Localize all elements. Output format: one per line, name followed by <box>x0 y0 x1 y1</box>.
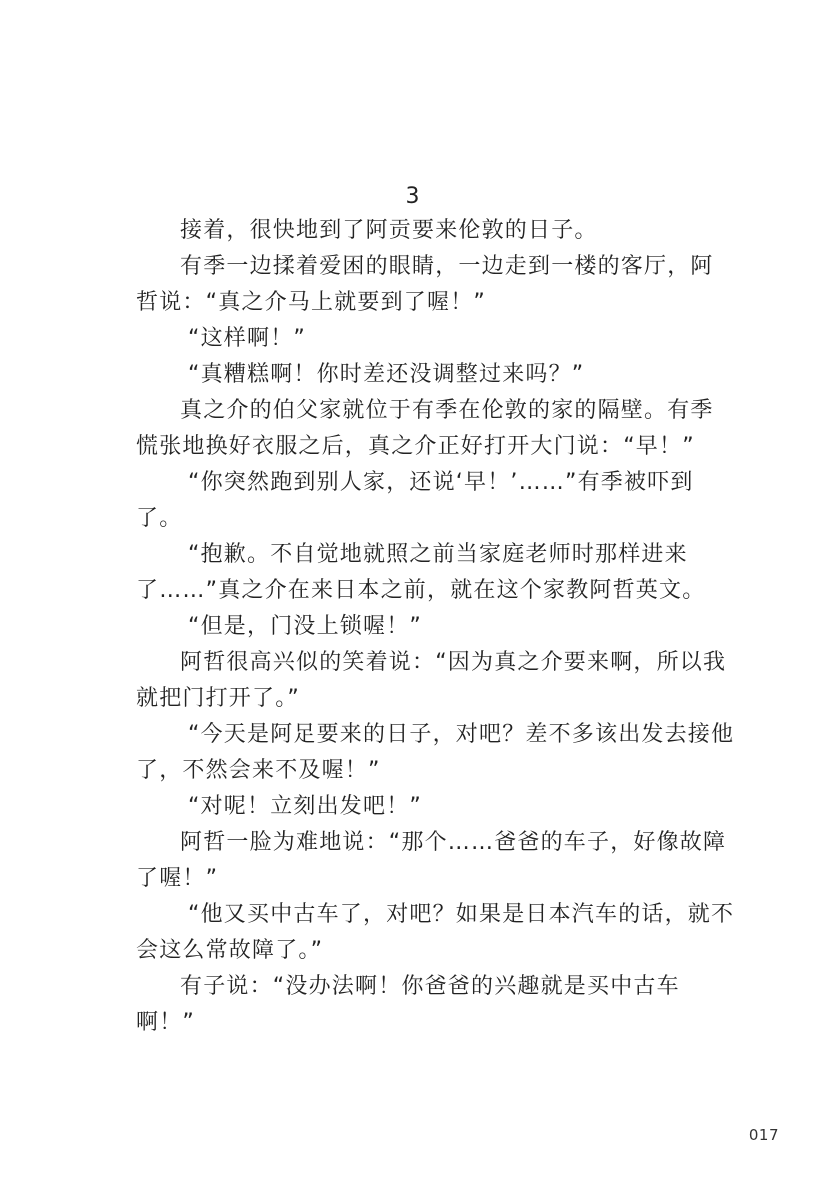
text-line: 有季一边揉着爱困的眼睛，一边走到一楼的客厅，阿 <box>180 254 714 279</box>
text-line: “他又买中古车了，对吧？如果是日本汽车的话，就不 <box>188 902 735 927</box>
text-line: 有子说：“没办法啊！你爸爸的兴趣就是买中古车 <box>180 974 680 999</box>
body-text <box>136 213 735 1041</box>
text-line: 真之介的伯父家就位于有季在伦敦的家的隔壁。有季 <box>180 398 714 423</box>
text-line: “今天是阿足要来的日子，对吧？差不多该出发去接他 <box>188 722 735 747</box>
text-line: “这样啊！” <box>188 326 306 351</box>
text-line: 了。 <box>136 506 183 531</box>
text-line: 了喔！” <box>136 866 219 891</box>
text-line: “真糟糕啊！你时差还没调整过来吗？” <box>188 362 585 387</box>
page-number: 017 <box>748 1126 779 1144</box>
text-line: 了，不然会来不及喔！” <box>136 758 381 783</box>
text-line: 啊！” <box>136 1010 195 1035</box>
text-line: “对呢！立刻出发吧！” <box>188 794 422 819</box>
text-line: “你突然跑到别人家，还说‘早！’……”有季被吓到 <box>188 470 694 495</box>
text-line: 慌张地换好衣服之后，真之介正好打开大门说：“早！” <box>136 434 695 459</box>
text-line: “但是，门没上锁喔！” <box>188 614 422 639</box>
text-line: 就把门打开了。” <box>136 686 300 711</box>
text-line: 阿哲很高兴似的笑着说：“因为真之介要来啊，所以我 <box>180 650 727 675</box>
text-line: 会这么常故障了。” <box>136 938 324 963</box>
text-line: 接着，很快地到了阿贡要来伦敦的日子。 <box>180 218 598 243</box>
text-line: “抱歉。不自觉地就照之前当家庭老师时那样进来 <box>188 542 688 567</box>
text-line: 了……”真之介在来日本之前，就在这个家教阿哲英文。 <box>136 578 706 603</box>
text-line: 哲说：“真之介马上就要到了喔！” <box>136 290 486 315</box>
chapter-number: 3 <box>405 184 420 209</box>
text-line: 阿哲一脸为难地说：“那个……爸爸的车子，好像故障 <box>180 830 727 855</box>
